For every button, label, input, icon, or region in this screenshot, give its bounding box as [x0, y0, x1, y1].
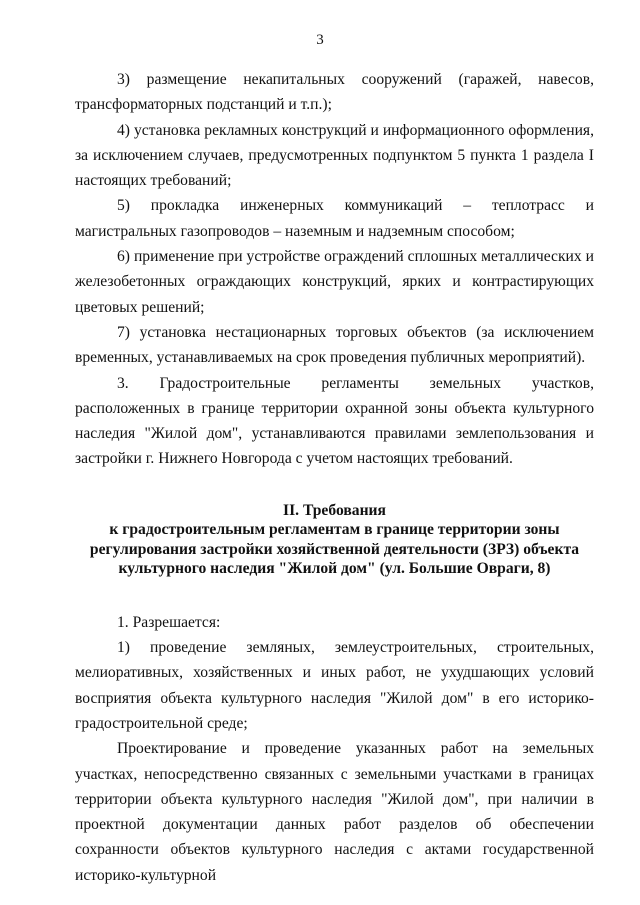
paragraph-clause-1-permitted: 1. Разрешается: [117, 613, 221, 631]
paragraph-clause-3-regulations: 3. Градостроительные регламенты земельных участков, расположенных в границе территории охранной зоны объекта культурного наследия "Жилой дом", устанавливаются правилами землепользования и застройки г. Нижнего Новгорода с учетом настоящих требований. [75, 374, 594, 468]
section-heading-line: регулирования застройки хозяйственной деятельности (ЗРЗ) объекта [89, 540, 580, 558]
section-heading-line: II. Требования [283, 501, 386, 519]
section-heading [75, 501, 594, 579]
paragraph-item-1-works: 1) проведение земляных, землеустроительных, строительных, мелиоративных, хозяйственных и иных работ, не ухудшающих условий восприятия объекта культурного наследия "Жилой дом" в его историко-градостроительной среде; [75, 639, 594, 732]
section-heading-line: к градостроительным регламентам в границе территории зоны [109, 521, 560, 539]
paragraph-item-3-noncapital: 3) размещение некапитальных сооружений (гаражей, навесов, трансформаторных подстанций и т.п.); [75, 71, 594, 114]
paragraph-item-7-retail: 7) установка нестационарных торговых объектов (за исключением временных, устанавливаемых на срок проведения публичных мероприятий). [75, 323, 594, 367]
paragraph-item-4-advertising: 4) установка рекламных конструкций и информационного оформления, за исключением случаев, предусмотренных подпунктом 5 пункта 1 раздела I настоящих требований; [75, 121, 594, 190]
section-heading-line: культурного наследия "Жилой дом" (ул. Большие Овраги, 8) [118, 560, 551, 578]
paragraph-design-works: Проектирование и проведение указанных работ на земельных участках, непосредственно связанных с земельными участками в границах территории объекта культурного наследия "Жилой дом", при наличии в проектной документации данных работ разделов об обеспечении сохранности объектов культурного наследия с актами государственной историко-культурной [75, 740, 594, 884]
paragraph-item-6-fencing: 6) применение при устройстве ограждений сплошных металлических и железобетонных ограждающих конструкций, ярких и контрастирующих цветовых решений; [75, 248, 594, 316]
page-number: 3 [316, 32, 324, 48]
document-body [75, 67, 594, 888]
paragraph-item-5-utilities: 5) прокладка инженерных коммуникаций – теплотрасс и магистральных газопроводов – наземным и надземным способом; [75, 197, 594, 240]
